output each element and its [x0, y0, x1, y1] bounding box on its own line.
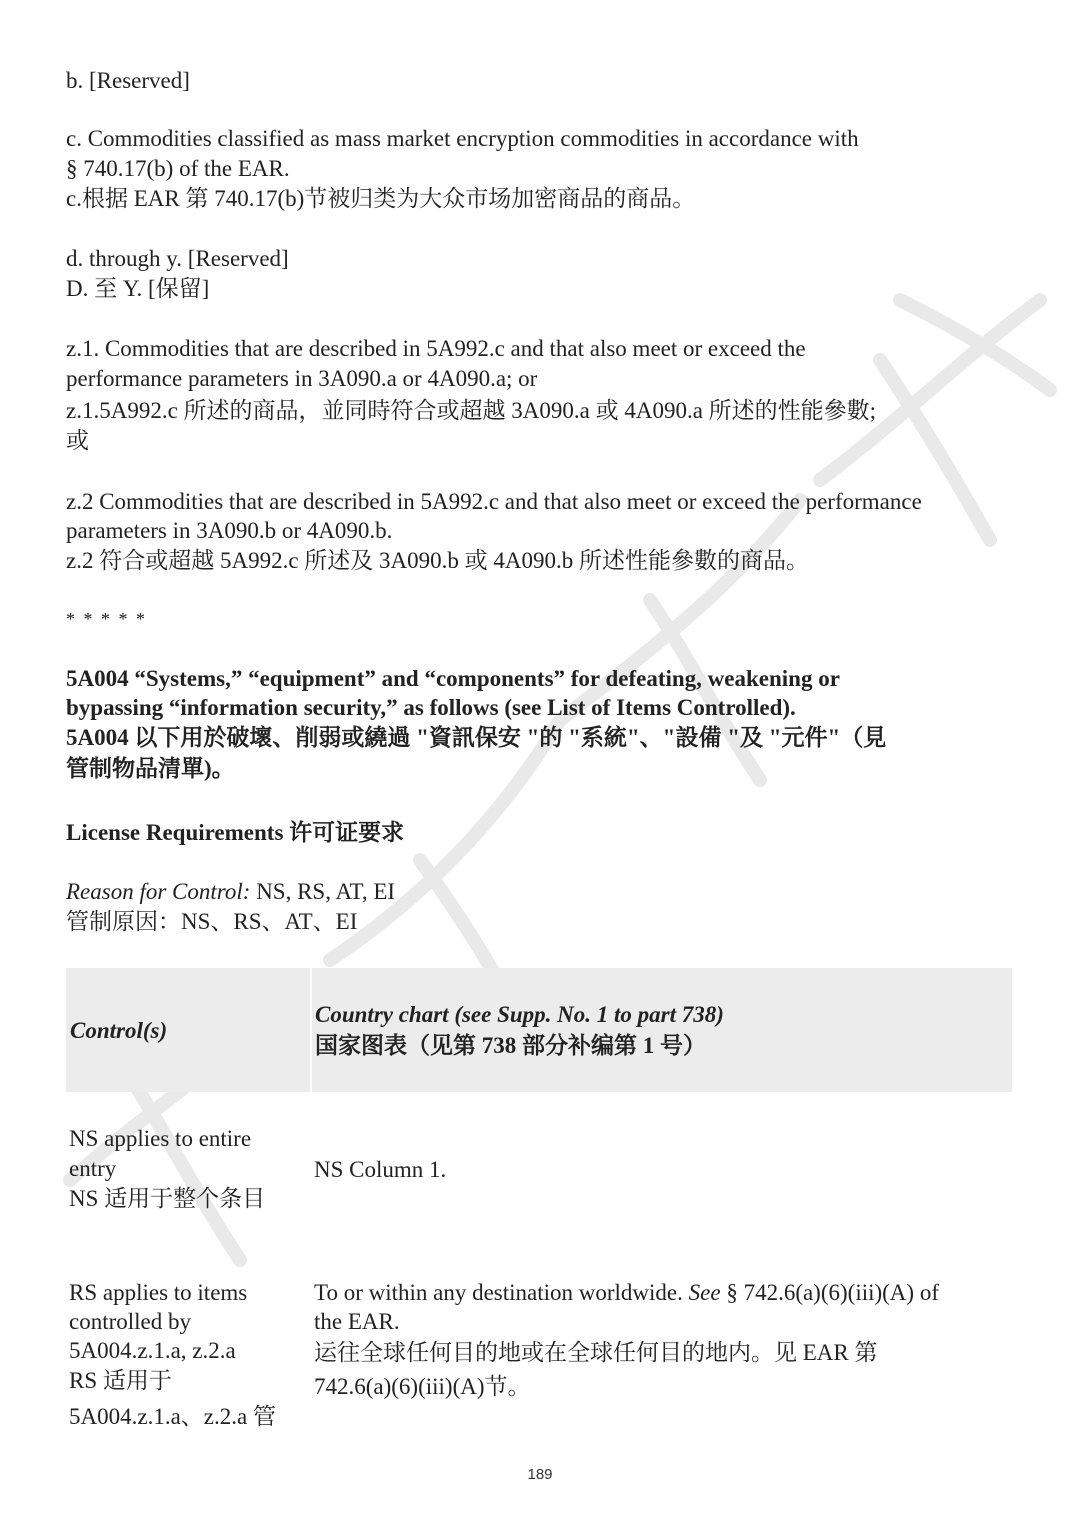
para-z1-en-2: performance parameters in 3A090.a or 4A090.a; or	[66, 366, 538, 391]
row2-text-a: To or within any destination worldwide.	[314, 1280, 689, 1305]
para-z2-en-2: parameters in 3A090.b or 4A090.b.	[66, 518, 393, 543]
table-row2-col2-line3: 运往全球任何目的地或在全球任何目的地内。见 EAR 第	[314, 1340, 878, 1365]
row2-text-b: § 742.6(a)(6)(iii)(A) of	[720, 1280, 939, 1305]
para-z1-zh-2: 或	[66, 428, 89, 453]
table-row2-col1-line1: RS applies to items	[69, 1280, 248, 1305]
table-row1-col1-line1: NS applies to entire	[69, 1126, 252, 1151]
reason-for-control-zh: 管制原因：NS、RS、AT、EI	[66, 909, 358, 934]
row2-see: See	[688, 1280, 721, 1305]
para-c-zh: c.根据 EAR 第 740.17(b)节被归类为大众市场加密商品的商品。	[66, 186, 696, 211]
table-row1-col2: NS Column 1.	[314, 1157, 447, 1182]
page-number: 189	[527, 1466, 553, 1483]
table-row2-col2-line2: the EAR.	[314, 1309, 400, 1334]
table-row2-col1-line4: RS 适用于	[69, 1368, 172, 1393]
para-d-zh: D. 至 Y. [保留]	[66, 276, 210, 301]
reason-label: Reason for Control:	[66, 879, 251, 904]
table-row2-col2-line1	[314, 1278, 1014, 1307]
table-row2-col1-line2: controlled by	[69, 1309, 191, 1334]
reason-value: NS, RS, AT, EI	[250, 879, 396, 904]
para-d-en: d. through y. [Reserved]	[66, 246, 289, 271]
table-header-country-chart-en: Country chart (see Supp. No. 1 to part 738)	[315, 1002, 724, 1027]
para-z2-en-1: z.2 Commodities that are described in 5A992.c and that also meet or exceed the performance	[66, 489, 922, 514]
table-header-cell-2	[312, 968, 1012, 1092]
table-row2-col2-line4: 742.6(a)(6)(iii)(A)节。	[314, 1374, 531, 1399]
table-row1-col1-line3: NS 适用于整个条目	[69, 1186, 266, 1211]
table-header-controls: Control(s)	[70, 1018, 168, 1043]
para-c-en-1: c. Commodities classified as mass market encryption commodities in accordance with	[66, 126, 859, 151]
license-requirements-title: License Requirements 许可证要求	[66, 820, 405, 845]
separator-stars: * * * * *	[66, 609, 147, 629]
table-row2-col1-line3: 5A004.z.1.a, z.2.a	[69, 1338, 236, 1363]
para-c-en-2: § 740.17(b) of the EAR.	[66, 156, 290, 181]
para-z1-zh-1: z.1.5A992.c 所述的商品，並同時符合或超越 3A090.a 或 4A090.a 所述的性能參數;	[66, 398, 877, 423]
para-z2-zh: z.2 符合或超越 5A992.c 所述及 3A090.b 或 4A090.b 所述性能參數的商品。	[66, 548, 809, 573]
para-b: b. [Reserved]	[66, 68, 190, 93]
heading-5a004-en-1: 5A004 “Systems,” “equipment” and “components” for defeating, weakening or	[66, 666, 840, 691]
table-row2-col1-line5: 5A004.z.1.a、z.2.a 管	[69, 1404, 276, 1429]
heading-5a004-zh-2: 管制物品清單)。	[66, 756, 235, 781]
heading-5a004-zh-1: 5A004 以下用於破壞、削弱或繞過 "資訊保安 "的 "系統"、"設備 "及 "元件"（見	[66, 725, 887, 750]
table-row1-col1-line2: entry	[69, 1156, 117, 1181]
table-header-country-chart-zh: 国家图表（见第 738 部分补编第 1 号）	[315, 1033, 706, 1058]
para-z1-en-1: z.1. Commodities that are described in 5A992.c and that also meet or exceed the	[66, 336, 806, 361]
heading-5a004-en-2: bypassing “information security,” as follows (see List of Items Controlled).	[66, 695, 796, 720]
reason-for-control	[66, 877, 1016, 907]
